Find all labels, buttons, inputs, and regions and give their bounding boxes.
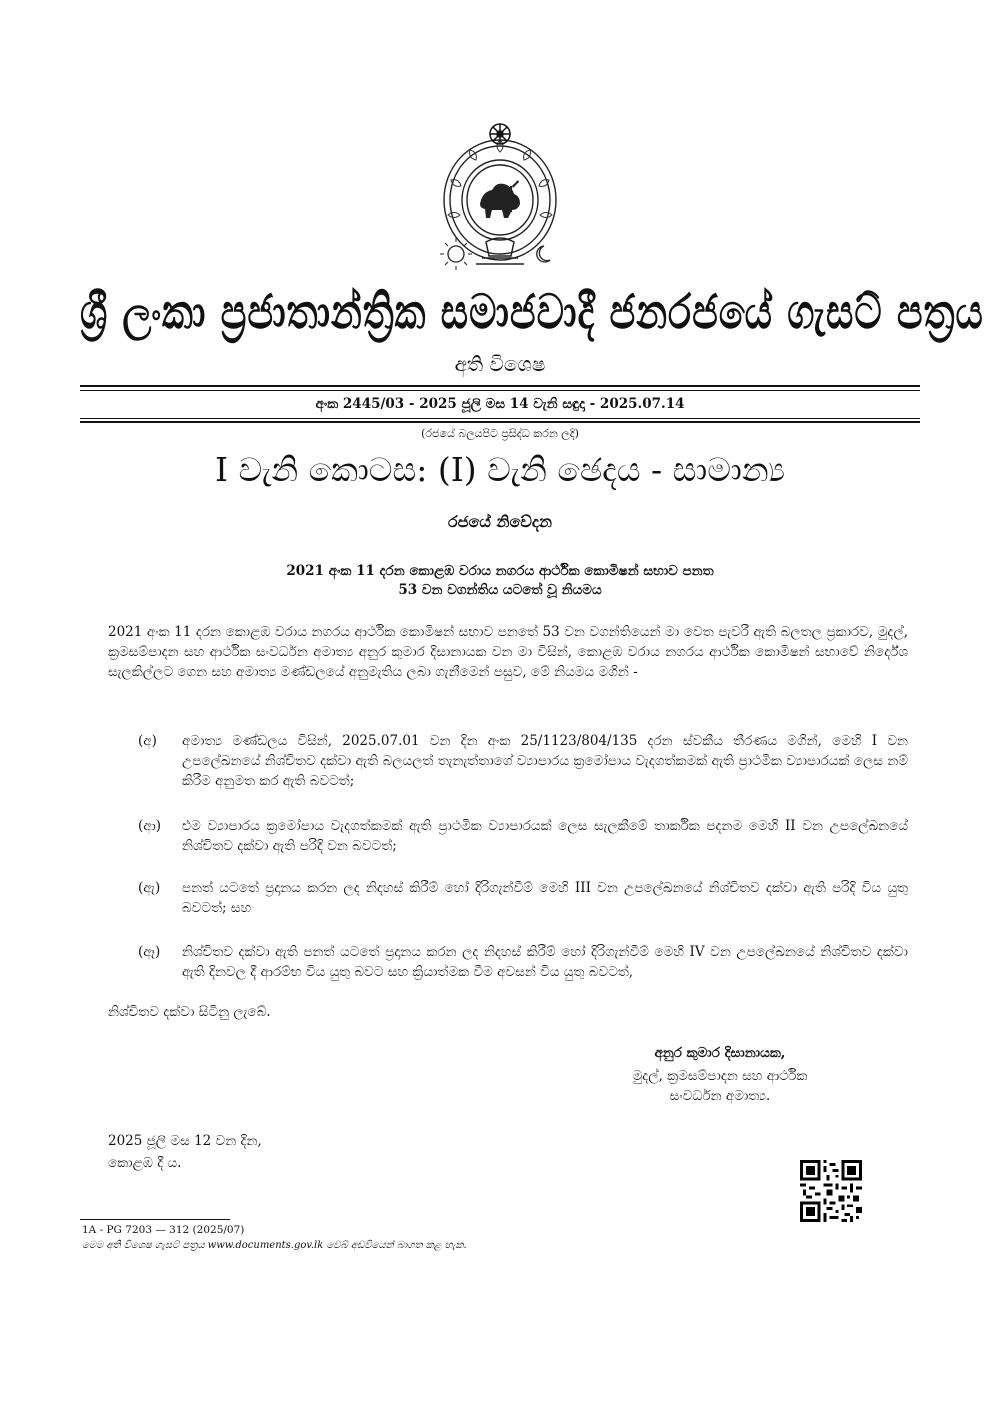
download-note: මෙම අති විශෙෂ ගැසට් පත්‍රය www.documents.gov.lk වෙබ් අඩවියෙන් බාගත කළ හැක. <box>82 1240 467 1251</box>
issue-rule-thin <box>80 418 920 419</box>
order-item-text: අමාත්‍ය මණ්ඩලය විසින්, 2025.07.01 වන දින අංක 25/1123/804/135 දරන ස්වකීය තීරණය මගින්, මෙහි I වන උපලේඛනයේ නිශ්චිතව දක්වා ඇති බලයලත් තැනැත්තාගේ ව්‍යාපාරය ක්‍රමෝපාය වැදගත්කමක් ඇති ප්‍රාථමික ව්‍යාපාරයක් ලෙස නම් කිරීම අනුමත කර ඇති බවටත්; <box>182 733 908 789</box>
print-code: 1A - PG 7203 — 312 (2025/07) <box>82 1224 245 1236</box>
masthead-rule-thin <box>80 390 920 391</box>
order-item-label: (අ) <box>138 733 157 749</box>
order-title-line2: 53 වන වගන්තිය යටතේ වූ නියමය <box>398 582 602 598</box>
signatory-title-line1: මුදල්, ක්‍රමසම්පාදන සහ ආර්ථික <box>632 1068 808 1084</box>
extraordinary-label: අති විශෙෂ <box>454 352 546 376</box>
order-item-label: (ඇ) <box>138 880 161 896</box>
section-title: රජයේ නිවේදන <box>448 512 552 531</box>
order-title <box>200 562 800 600</box>
footer-rule <box>80 1219 230 1220</box>
gazette-masthead: ශ්‍රී ලංකා ප්‍රජාතාන්ත්‍රික සමාජවාදී ජනරජයේ ගැසට් පත්‍රය <box>80 284 984 339</box>
order-item-text: පනත් යටතේ ප්‍රදානය කරන ලද නිදහස් කිරීම් හෝ දිරිගැන්වීම් මෙහි III වන උපලේඛනයේ නිශ්චිතව දක්වා ඇති පරිදි විය යුතු බවටත්; සහ <box>182 880 908 916</box>
order-item-text: එම ව්‍යාපාරය ක්‍රමෝපාය වැදගත්කමක් ඇති ප්‍රාථමික ව්‍යාපාරයක් ලෙස සැලකීමේ තාර්කික පදනම මෙහි II වන උපලේඛනයේ නිශ්චිතව දක්වා ඇති පරිදි වන බවටත්; <box>182 818 908 854</box>
order-closing: නිශ්චිතව දක්වා සිටිනු ලැබේ. <box>108 1004 271 1020</box>
authority-note: (රජයේ බලයපිට ප්‍රසිද්ධ කරන ලදි) <box>421 427 579 440</box>
masthead-rule-top <box>80 385 920 387</box>
order-title-line1: 2021 අංක 11 දරන කොළඹ වරාය නගරය ආර්ථික කොමිෂන් සභාව පනත <box>286 563 714 579</box>
issue-rule-bottom <box>80 421 920 423</box>
order-item-label: (ඈ) <box>138 944 161 960</box>
signatory-name: අනුර කුමාර දිසානායක, <box>654 1045 786 1061</box>
date-place <box>108 1130 262 1174</box>
issue-line: අංක 2445/03 - 2025 ජූලි මස 14 වැනි සඳුදා - 2025.07.14 <box>315 396 685 412</box>
order-intro: 2021 අංක 11 දරන කොළඹ වරාය නගරය ආර්ථික කොමිෂන් සභාව පනතේ 53 වන වගන්තියෙන් මා වෙත පැවරී ඇති බලතල ප්‍රකාරව, මුදල්, ක්‍රමසම්පාදන සහ ආර්ථික සංවර්ධන අමාත්‍ය අනුර කුමාර දිසානායක වන මා විසින්, කොළඹ වරාය නගරය ආර්ථික කොමිෂන් සභාවේ නිර්දේශ සැලකිල්ලට ගෙන සහ අමාත්‍ය මණ්ඩලයේ අනුමැතිය ලබා ගැනීමෙන් පසුව, මේ නියමය මගින් - <box>108 624 908 680</box>
signing-date: 2025 ජූලි මස 12 වන දින, <box>108 1133 262 1149</box>
order-item-text: නිශ්චිතව දක්වා ඇති පනත් යටතේ ප්‍රදානය කරන ලද නිදහස් කිරීම් හෝ දිරිගැන්වීම් මෙහි IV වන උපලේඛනයේ නිශ්චිතව දක්වා ඇති දිනවල දී ආරම්භ විය යුතු බවට සහ ක්‍රියාත්මක වීම අවසන් විය යුතු බවටත්, <box>182 944 908 980</box>
signatory-title-line2: සංවර්ධන අමාත්‍ය. <box>669 1088 771 1104</box>
qr-code-icon <box>800 1160 862 1222</box>
part-title: I වැනි කොටස: (I) වැනි ඡෙදය - සාමාන්‍ය <box>214 450 786 489</box>
sri-lanka-emblem-icon <box>436 120 564 272</box>
signing-place: කොළඹ දී ය. <box>108 1155 182 1171</box>
order-item-label: (ආ) <box>138 818 161 834</box>
